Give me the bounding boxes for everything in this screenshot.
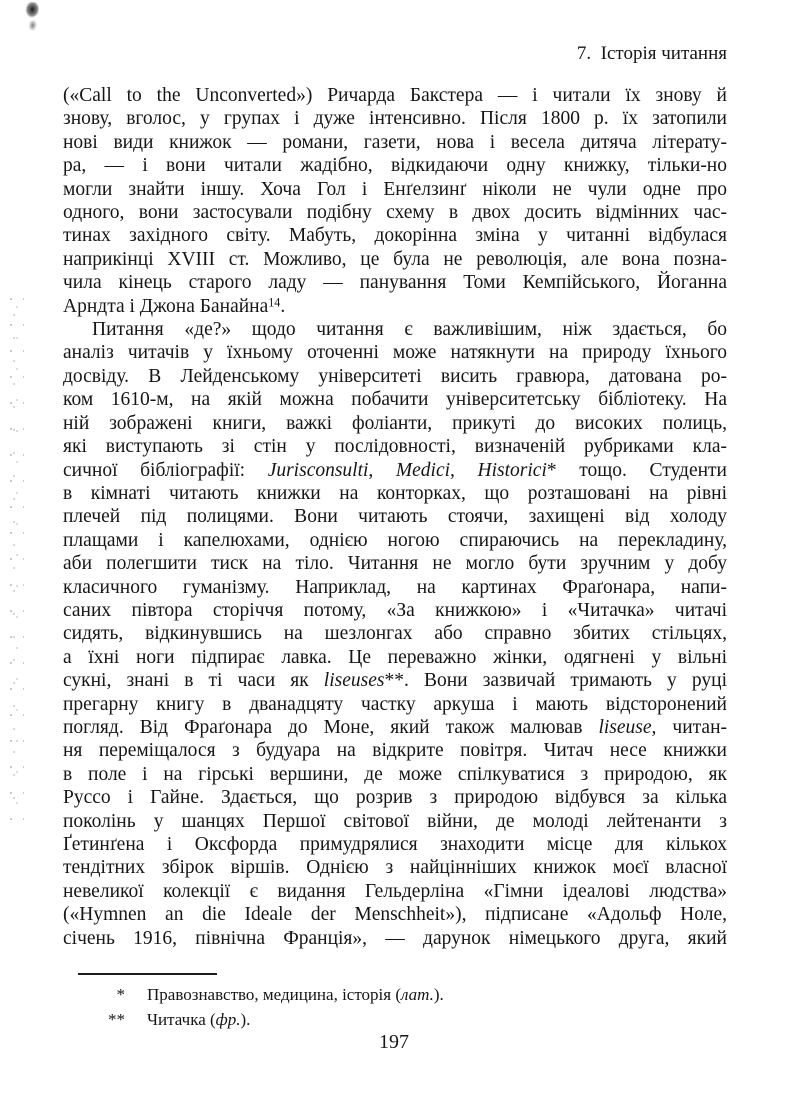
text-segment: ). xyxy=(240,1010,251,1029)
text-segment: , читан- xyxy=(651,716,727,738)
text-line xyxy=(63,201,727,224)
text-segment: невеликої колекції є видання Гельдерліна «Гімни ідеалові людства» xyxy=(63,880,727,902)
italic-text: liseuse xyxy=(598,716,652,738)
text-line xyxy=(63,131,727,154)
text-line xyxy=(63,833,727,856)
text-segment: сичної бібліографії: xyxy=(63,459,268,481)
text-segment: Читачка ( xyxy=(147,1010,216,1029)
text-line xyxy=(63,318,727,341)
text-line xyxy=(63,810,727,833)
running-header xyxy=(63,44,727,64)
scan-noise-artifact xyxy=(8,295,24,820)
text-line xyxy=(63,669,727,692)
text-segment: тендітних збірок віршів. Однією з найцінніших книжок моєї власної xyxy=(63,857,727,879)
text-line xyxy=(63,435,727,458)
text-line xyxy=(63,646,727,669)
text-segment: січень 1916, північна Франція», — дарунок німецького друга, який xyxy=(63,927,727,949)
footnote-marker: * xyxy=(116,985,125,1004)
superscript-reference: 14 xyxy=(268,295,281,310)
text-segment: ком 1610-м, на якій можна побачити університетську бібліотеку. На xyxy=(63,389,727,411)
text-segment: одного, вони застосували подібну схему в двох досить відмінних час- xyxy=(63,202,727,224)
text-line xyxy=(63,763,727,786)
text-segment: Питання «де?» щодо читання є важливішим, ніж здається, бо xyxy=(92,319,727,341)
text-line xyxy=(63,341,727,364)
text-line xyxy=(63,412,727,435)
italic-text: liseuses xyxy=(323,670,385,692)
text-line xyxy=(63,693,727,716)
text-line xyxy=(63,529,727,552)
text-line xyxy=(63,622,727,645)
text-line xyxy=(63,576,727,599)
text-segment: ня переміщалося з будуара на відкрите повітря. Читач несе книжки xyxy=(63,740,727,762)
text-line xyxy=(63,248,727,271)
text-segment: досвіду. В Лейденському університеті висить гравюра, датована ро- xyxy=(63,365,727,387)
text-line xyxy=(63,271,727,294)
text-segment: Ґетинґена і Оксфорда примудрялися знаходити місце для кількох xyxy=(63,834,727,855)
text-segment: Арндта і Джона Банайна xyxy=(63,295,269,317)
text-segment: («Call to the Unconverted») Ричарда Бакстера — і читали їх знову й xyxy=(63,85,727,106)
text-segment: наприкінці XVIII ст. Можливо, це була не революція, але вона позна- xyxy=(63,248,727,270)
italic-text: фр. xyxy=(215,1010,241,1029)
text-line xyxy=(63,224,727,247)
text-line xyxy=(63,903,727,926)
footnotes-list xyxy=(63,982,727,1032)
text-segment: **. Вони зазвичай тримають у руці xyxy=(384,670,727,692)
chapter-title: 7. Історія читання xyxy=(576,43,727,64)
italic-text: лат. xyxy=(401,985,434,1004)
text-segment: саних півтора сторіччя потому, «За книжкою» і «Читачка» читачі xyxy=(63,599,727,621)
text-segment: аби полегшити тиск на тіло. Читання не могло бути зручним у добу xyxy=(63,553,727,575)
text-segment: ра, — і вони читали жадібно, відкидаючи одну книжку, тільки-но xyxy=(63,155,727,177)
text-line xyxy=(63,716,727,739)
text-line xyxy=(63,459,727,482)
text-segment: . xyxy=(280,295,286,317)
scan-smudge-artifact xyxy=(20,1,45,37)
text-line xyxy=(63,84,727,107)
text-line xyxy=(63,739,727,762)
text-segment: в кімнаті читають книжки на конторках, що розташовані на рівні xyxy=(63,482,727,504)
text-segment: аналіз читачів у їхньому оточенні може натякнути на природу їхнього xyxy=(63,342,727,364)
text-line xyxy=(63,786,727,809)
footnote xyxy=(63,1007,727,1032)
text-line xyxy=(63,599,727,622)
text-line xyxy=(63,107,727,130)
text-segment: класичного гуманізму. Наприклад, на картинах Фраґонара, напи- xyxy=(63,576,727,598)
text-segment: («Hymnen an die Ideale der Menschheit»), підписане «Адольф Ноле, xyxy=(63,904,727,926)
text-segment: Руссо і Гайне. Здається, що розрив з природою відбувся за кілька xyxy=(63,787,727,809)
footnote-text xyxy=(147,1007,250,1032)
page-body xyxy=(63,84,727,950)
text-segment: знову, вголос, у групах і дуже інтенсивно. Після 1800 р. їх затопили xyxy=(63,108,727,130)
text-line xyxy=(63,388,727,411)
footnote-marker: ** xyxy=(108,1010,125,1029)
text-line xyxy=(63,880,727,903)
footnote xyxy=(63,982,727,1007)
text-line xyxy=(63,482,727,505)
text-segment: в поле і на гірські вершини, де може спілкуватися з природою, як xyxy=(63,763,727,785)
text-segment: плечей під полицями. Вони читають стоячи, захищені від холоду xyxy=(63,506,727,528)
text-segment: могли знайти іншу. Хоча Гол і Енґелзинґ ніколи не чули одне про xyxy=(63,178,727,200)
text-line xyxy=(63,154,727,177)
footnote-text xyxy=(147,982,444,1007)
text-segment: Правознавство, медицина, історія ( xyxy=(147,985,401,1004)
text-segment: сукні, знані в ті часи як xyxy=(63,670,324,692)
text-segment: сидять, відкинувшись на шезлонгах або справно збитих стільцях, xyxy=(63,623,727,645)
text-line xyxy=(63,927,727,950)
footnote-separator xyxy=(78,973,217,975)
italic-text: Jurisconsulti, Medici, Historici xyxy=(267,459,547,481)
text-segment: ). xyxy=(433,985,444,1004)
text-segment: прегарну книгу в дванадцяту частку аркуша і мають відсторонений xyxy=(63,693,727,715)
text-segment: погляд. Від Фраґонара до Моне, який також малював xyxy=(63,716,599,738)
text-segment: а їхні ноги підпирає лавка. Це переважно жінки, одягнені у вільні xyxy=(63,646,727,668)
text-line xyxy=(63,365,727,388)
text-segment: які виступають зі стін у послідовності, визначеній рубриками кла- xyxy=(63,436,727,458)
text-line xyxy=(63,552,727,575)
page-number: 197 xyxy=(379,1031,409,1053)
text-segment: чила кінець старого ладу — панування Томи Кемпійського, Йоганна xyxy=(63,272,727,294)
text-segment: поколінь у шанцях Першої світової війни, де молоді лейтенанти з xyxy=(63,810,727,832)
text-line xyxy=(63,295,727,318)
text-line xyxy=(63,505,727,528)
text-segment: ній зображені книги, важкі фоліанти, прикуті до високих полиць, xyxy=(63,412,727,434)
text-line xyxy=(63,178,727,201)
text-segment: * тощо. Студенти xyxy=(546,459,727,481)
text-segment: плащами і капелюхами, однією ногою спираючись на перекладину, xyxy=(63,529,727,551)
text-segment: нові види книжок — романи, газети, нова і весела дитяча літерату- xyxy=(63,131,727,153)
text-segment: тинах західного світу. Мабуть, докорінна зміна у читанні відбулася xyxy=(63,225,727,247)
text-line xyxy=(63,856,727,879)
